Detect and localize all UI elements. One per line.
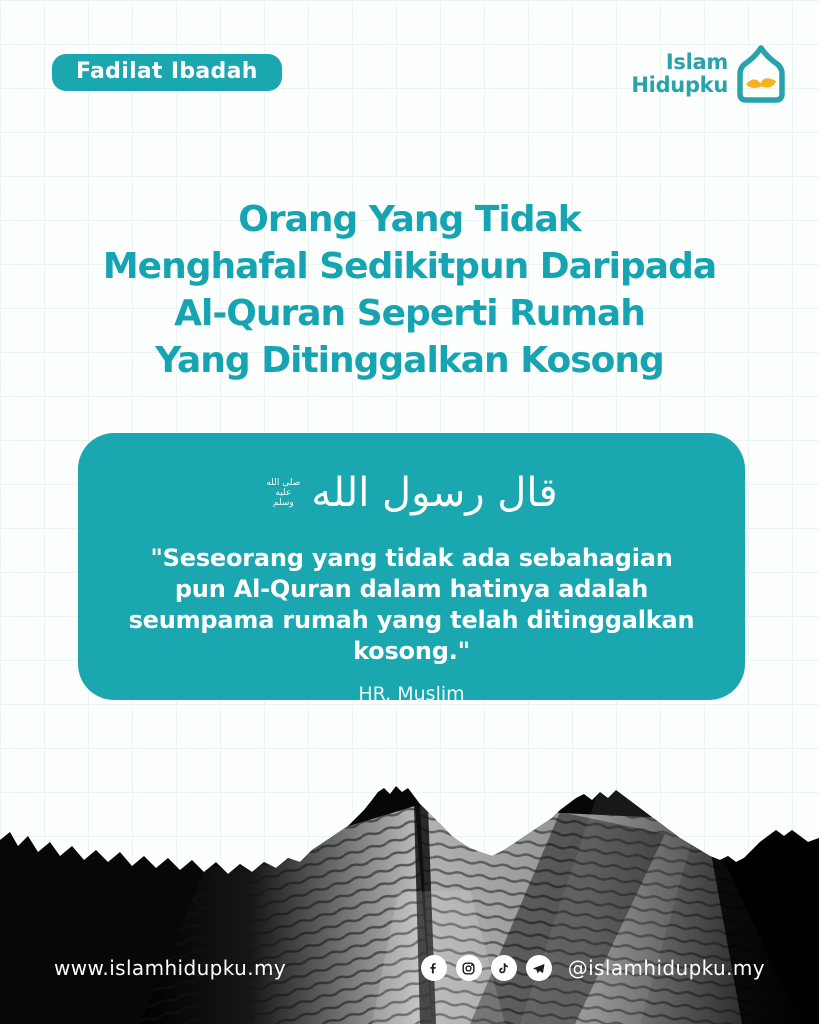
instagram-icon (456, 955, 482, 981)
arabic-qala-rasulullah: قال رسول الله (311, 470, 558, 516)
heading-line-2: Menghafal Sedikitpun Daripada (102, 246, 717, 287)
hadith-source: HR. Muslim (358, 683, 465, 705)
website-url: www.islamhidupku.my (54, 956, 287, 980)
heading-line-4: Yang Ditinggalkan Kosong (155, 340, 664, 381)
main-heading (0, 196, 819, 384)
mosque-book-icon (733, 44, 789, 104)
facebook-icon (421, 955, 447, 981)
heading-line-1: Orang Yang Tidak (238, 199, 581, 240)
brand-logo-line2: Hidupku (631, 73, 728, 97)
category-badge-label: Fadilat Ibadah (76, 59, 258, 84)
category-badge (52, 54, 282, 91)
social-row (421, 955, 765, 981)
arabic-salawat: صلى الله عليه وسلم (266, 478, 301, 508)
telegram-icon (526, 955, 552, 981)
brand-logo-line1: Islam (665, 50, 728, 74)
hadith-translation: "Seseorang yang tidak ada sebahagian pun Al-Quran dalam hatinya adalah seumpama rumah yang telah ditinggalkan kosong." (128, 544, 695, 665)
social-handle: @islamhidupku.my (567, 956, 765, 980)
footer-bar (0, 948, 819, 988)
brand-logo-text (631, 51, 728, 97)
heading-line-3: Al-Quran Seperti Rumah (174, 293, 645, 334)
brand-logo (631, 44, 789, 104)
hadith-card (78, 433, 745, 705)
tiktok-icon (491, 955, 517, 981)
arabic-calligraphy (78, 457, 745, 529)
